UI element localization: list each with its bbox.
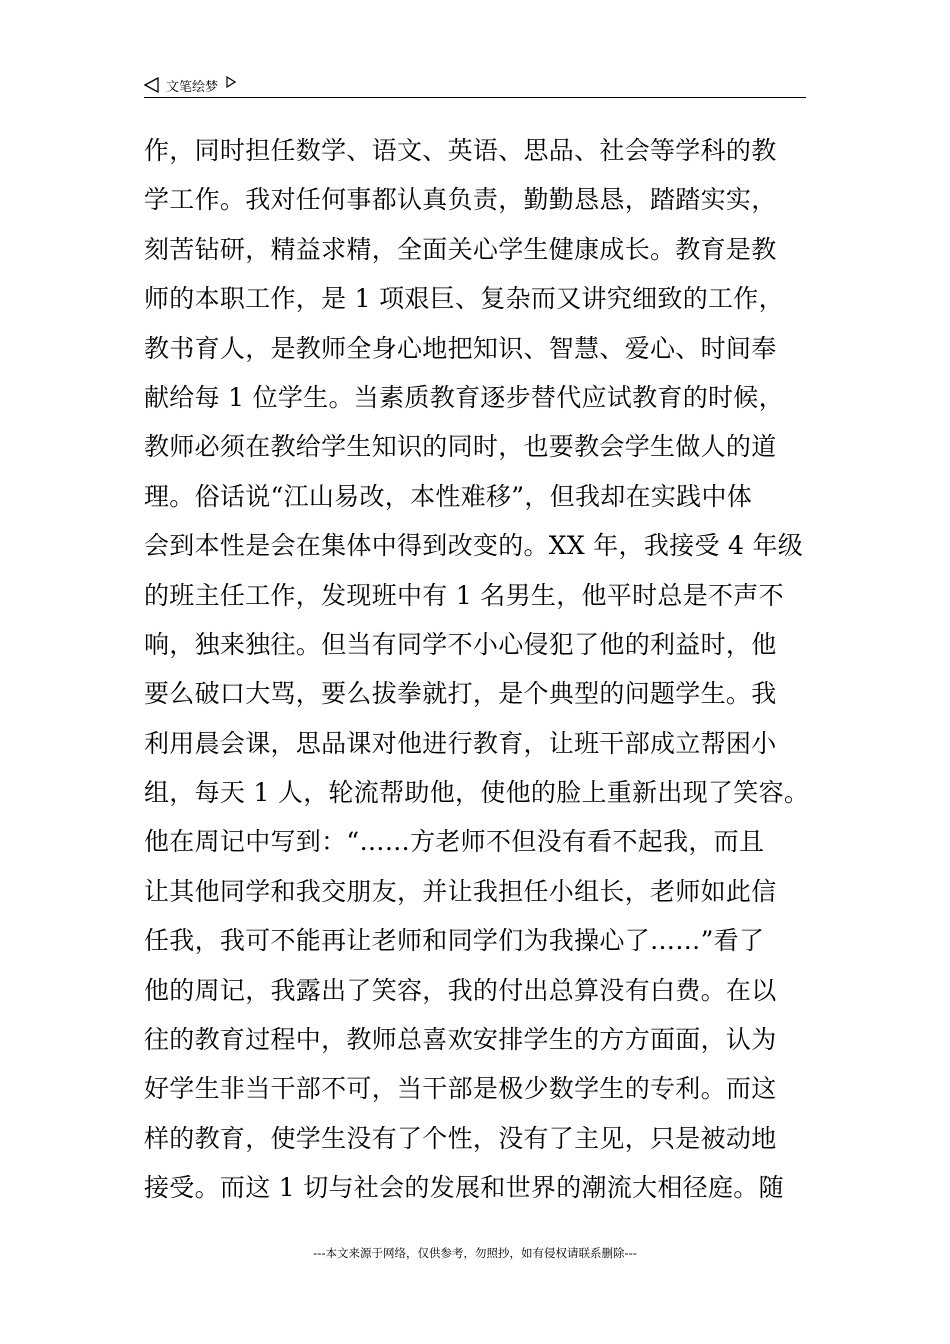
text-line: 组，每天 1 人，轮流帮助他，使他的脸上重新出现了笑容。 [144,778,810,808]
text-line: 刻苦钻研，精益求精，全面关心学生健康成长。教育是教 [144,234,777,264]
text-line: 利用晨会课，思品课对他进行教育，让班干部成立帮困小 [144,728,777,758]
text-line: 让其他同学和我交朋友，并让我担任小组长，老师如此信 [144,876,777,906]
text-line: 会到本性是会在集体中得到改变的。XX 年，我接受 4 年级 [144,531,804,561]
page-footer: ---本文来源于网络，仅供参考，勿照抄，如有侵权请联系删除--- [313,1246,637,1260]
text-line: 献给每 1 位学生。当素质教育逐步替代应试教育的时候， [144,382,784,412]
text-line: 接受。而这 1 切与社会的发展和世界的潮流大相径庭。随 [144,1173,784,1203]
header-divider [144,97,806,98]
text-line: 他在周记中写到：“……方老师不但没有看不起我，而且 [144,827,765,857]
text-line: 理。俗话说“江山易改，本性难移”，但我却在实践中体 [144,481,753,511]
text-line: 要么破口大骂，要么拔拳就打，是个典型的问题学生。我 [144,679,777,709]
text-line: 响，独来独往。但当有同学不小心侵犯了他的利益时，他 [144,629,777,659]
text-line: 教书育人，是教师全身心地把知识、智慧、爱心、时间奉 [144,333,777,363]
text-line: 作，同时担任数学、语文、英语、思品、社会等学科的教 [144,136,777,165]
text-line: 好学生非当干部不可，当干部是极少数学生的专利。而这 [144,1074,777,1104]
header-title: 文笔绘梦 [166,79,219,95]
triangle-left-icon [144,77,160,93]
text-line: 学工作。我对任何事都认真负责，勤勤恳恳，踏踏实实， [144,185,777,215]
text-line: 任我，我可不能再让老师和同学们为我操心了……”看了 [144,926,765,956]
text-line: 的班主任工作，发现班中有 1 名男生，他平时总是不声不 [144,580,784,610]
page-header [144,74,806,96]
text-line: 样的教育，使学生没有了个性，没有了主见，只是被动地 [144,1123,777,1153]
triangle-right-icon [226,76,236,88]
body-text [144,126,824,1213]
text-line: 他的周记，我露出了笑容，我的付出总算没有白费。在以 [144,975,777,1005]
text-line: 往的教育过程中，教师总喜欢安排学生的方方面面，认为 [144,1025,777,1055]
text-line: 教师必须在教给学生知识的同时，也要教会学生做人的道 [144,432,777,462]
text-line: 师的本职工作，是 1 项艰巨、复杂而又讲究细致的工作， [144,284,784,314]
